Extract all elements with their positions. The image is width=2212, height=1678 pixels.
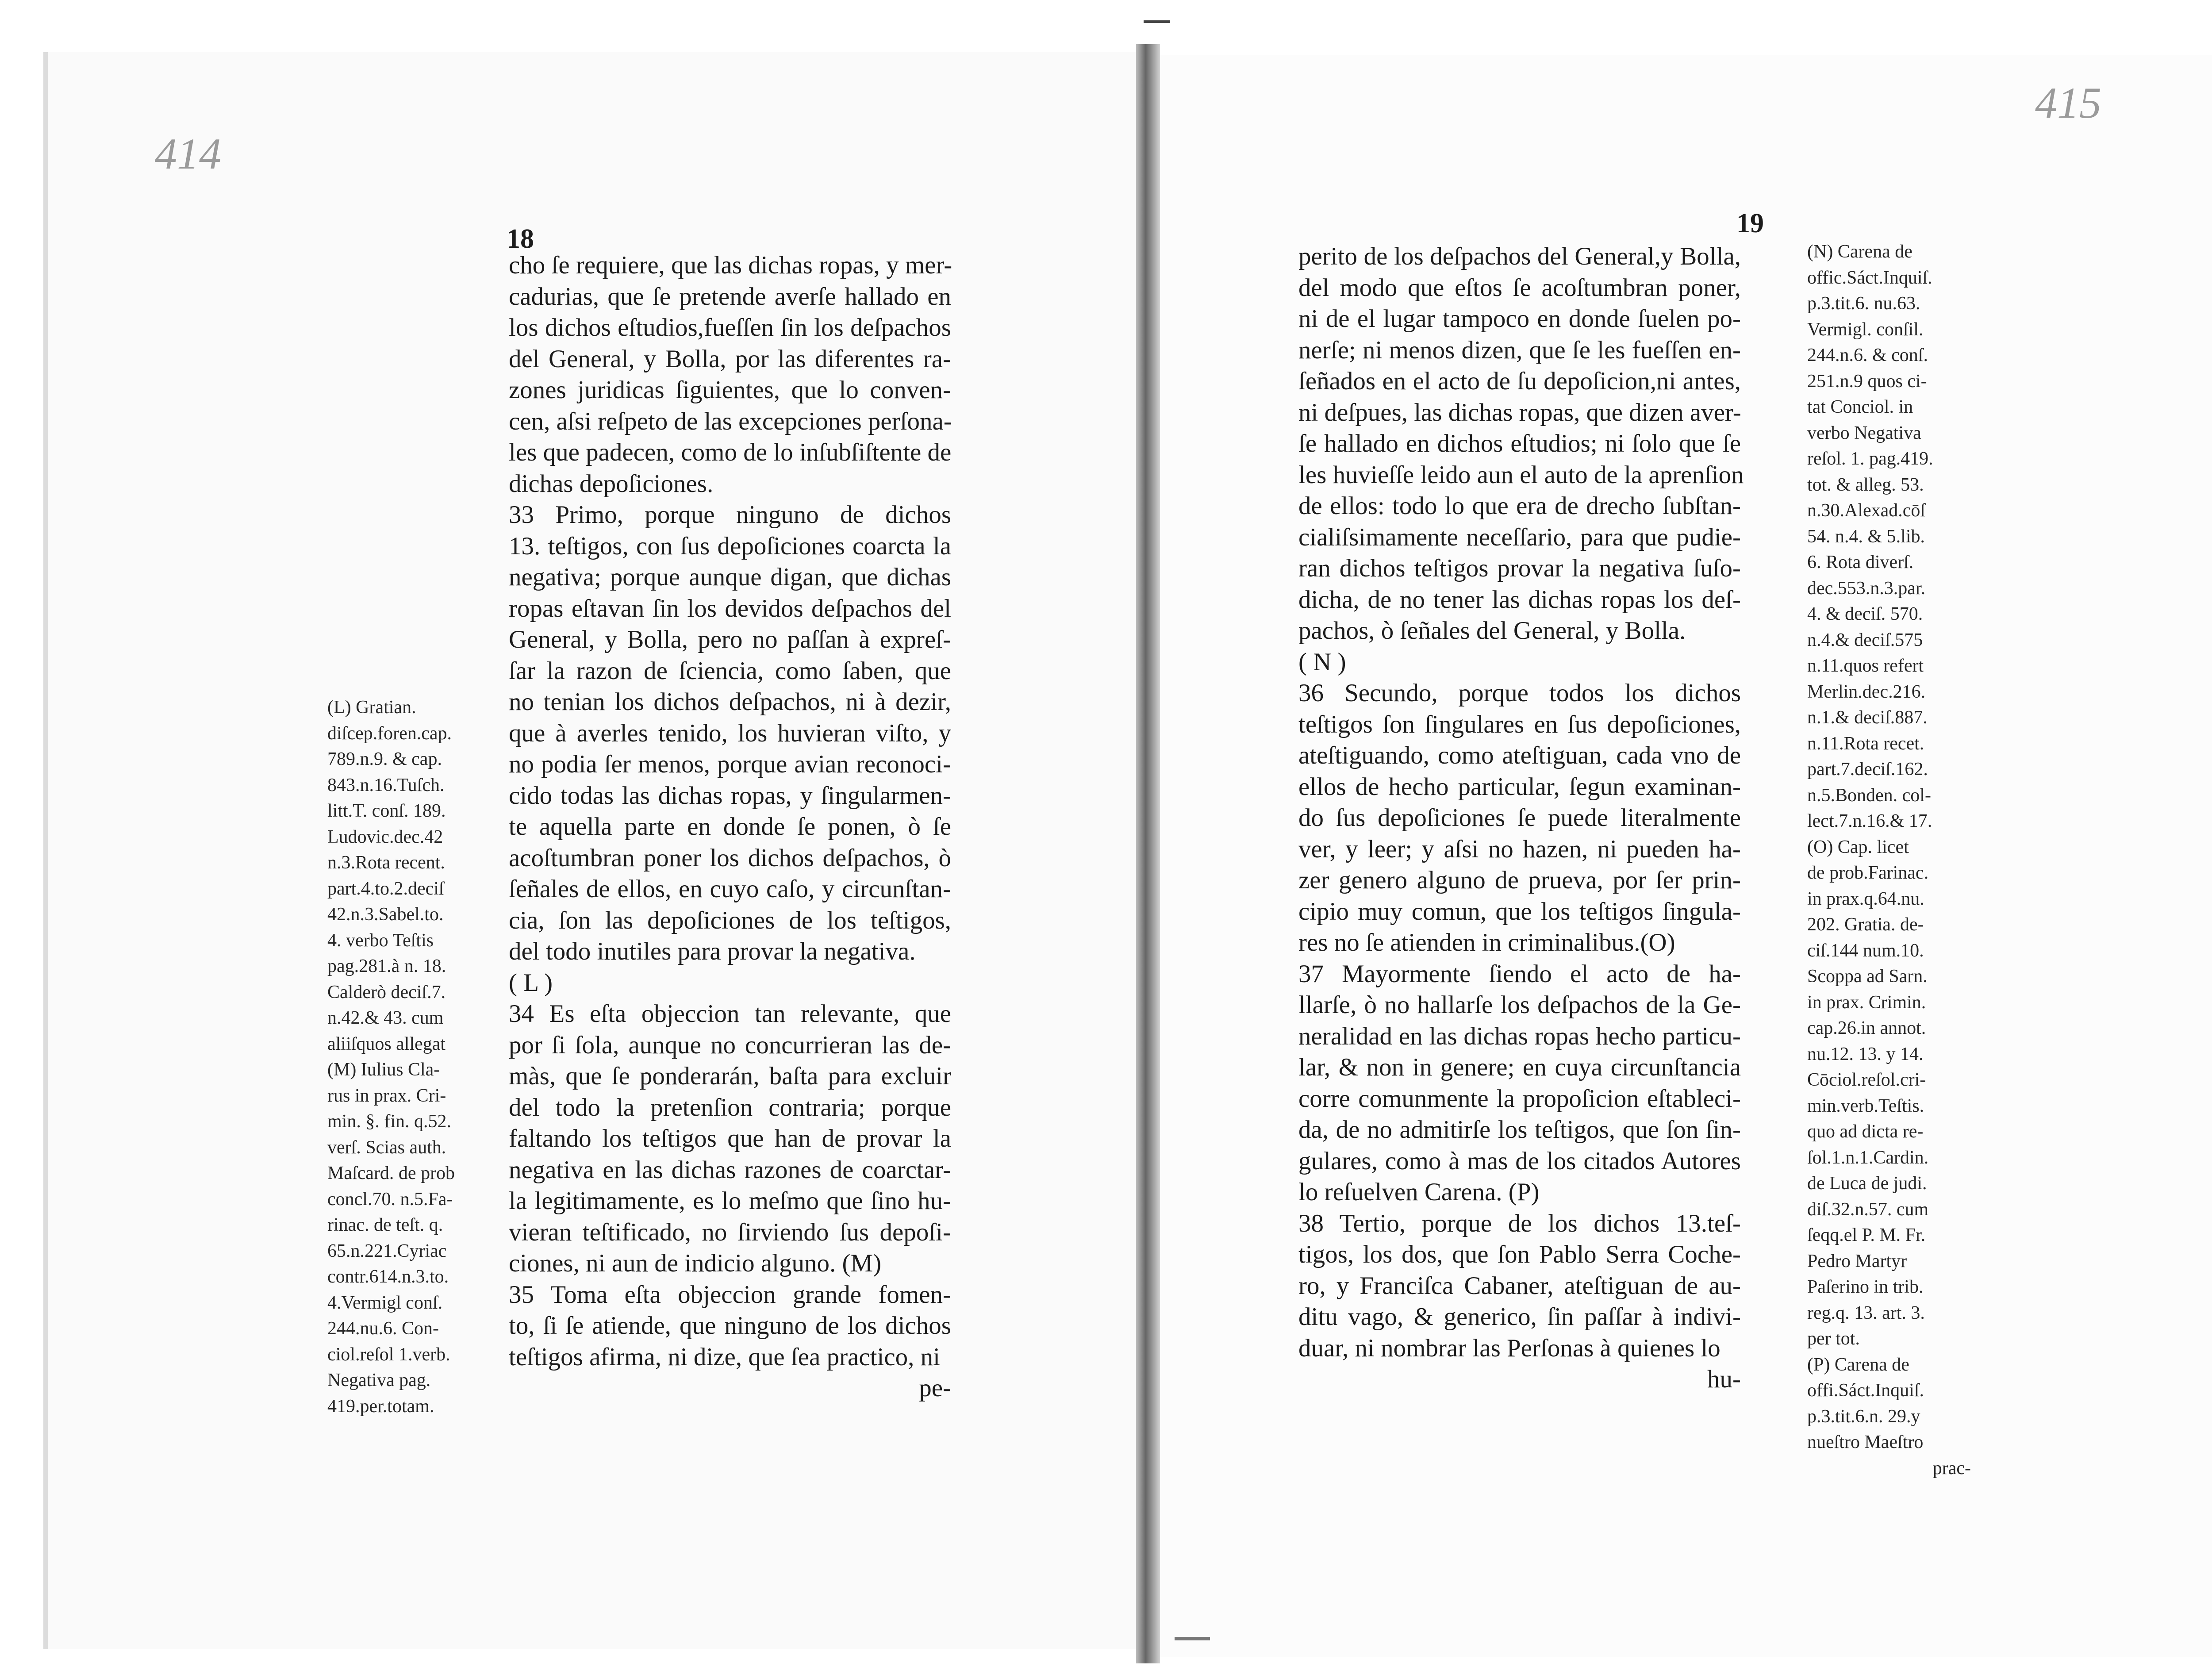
text-line: 789.n.9. & cap. <box>327 749 442 769</box>
text-line: in prax. Crimin. <box>1807 992 1926 1013</box>
text-line: Merlin.dec.216. <box>1807 681 1926 702</box>
text-line: faltando los teſtigos que han de provar la <box>509 1125 951 1152</box>
text-line: lo reſuelven Carena. (P) <box>1298 1178 1540 1206</box>
text-line: zer genero alguno de prueva, por ſer prin- <box>1298 866 1741 894</box>
text-line: ſol.1.n.1.Cardin. <box>1807 1147 1929 1168</box>
text-line: tot. & alleg. 53. <box>1807 474 1924 495</box>
text-line: no podia ſer menos, porque avian reconoci- <box>509 750 951 778</box>
text-line: ni de el lugar tampoco en donde ſuelen po- <box>1298 305 1741 333</box>
text-line: da, de no admitirſe los teſtigos, que ſon ſin- <box>1298 1116 1741 1144</box>
text-line: n.11.Rota recet. <box>1807 733 1924 754</box>
text-line: 244.nu.6. Con- <box>327 1318 439 1339</box>
text-line: ellos de hecho particular, ſegun examinan- <box>1298 772 1741 801</box>
text-line: General, y Bolla, pero no paſſan à expreſ- <box>509 626 951 653</box>
margin-catchword: prac- <box>1932 1458 1971 1478</box>
text-line: 13. teſtigos, con ſus depoſiciones coarcta la <box>509 532 951 560</box>
text-line: 4.Vermigl conſ. <box>327 1292 443 1313</box>
text-line: quo ad dicta re- <box>1807 1121 1924 1142</box>
text-line: ſeqq.el P. M. Fr. <box>1807 1225 1926 1245</box>
text-line: pachos, ò ſeñales del General, y Bolla. <box>1298 617 1686 645</box>
text-line: p.3.tit.6.n. 29.y <box>1807 1406 1920 1427</box>
text-line: do ſus depoſiciones ſe puede literalmente <box>1298 804 1741 832</box>
handwritten-folio-right: 415 <box>2035 78 2101 127</box>
page-number-left: 18 <box>507 224 534 254</box>
text-line: nueſtro Maeſtro <box>1807 1432 1924 1452</box>
text-line: ditu vago, & generico, ſin paſſar à indivi- <box>1298 1303 1741 1331</box>
text-line: de prob.Farinac. <box>1807 863 1929 883</box>
text-line: 33 Primo, porque ninguno de dichos <box>509 501 951 529</box>
text-line: cialiſsimamente neceſſario, para que pudie- <box>1298 523 1741 551</box>
text-line: 36 Secundo, porque todos los dichos <box>1298 679 1741 707</box>
text-line: dec.553.n.3.par. <box>1807 578 1926 599</box>
text-line: p.3.tit.6. nu.63. <box>1807 293 1920 314</box>
text-line: n.4.& deciſ.575 <box>1807 630 1923 650</box>
text-line: ran dichos teſtigos provar la negativa ſuſo- <box>1298 554 1741 582</box>
text-line: 38 Tertio, porque de los dichos 13.teſ- <box>1298 1209 1741 1237</box>
text-line: neralidad en las dichas ropas hecho particu- <box>1298 1022 1741 1050</box>
bottom-mark <box>1175 1637 1210 1640</box>
text-line: ni deſpues, las dichas ropas, que dizen aver- <box>1298 398 1741 426</box>
text-line: Negativa pag. <box>327 1370 431 1390</box>
book-gutter <box>1136 44 1160 1663</box>
text-line: los dichos eſtudios,fueſſen ſin los deſpachos <box>509 314 951 342</box>
text-line: 34 Es eſta objeccion tan relevante, que <box>509 1000 951 1028</box>
text-line: perito de los deſpachos del General,y Bolla, <box>1298 242 1741 270</box>
text-line: cido todas las dichas ropas, y ſingularmen- <box>509 781 951 810</box>
text-line: offic.Sáct.Inquiſ. <box>1807 267 1932 288</box>
text-line: nerſe; ni menos dizen, que ſe les fueſſen en- <box>1298 336 1741 364</box>
text-line: Calderò deciſ.7. <box>327 982 446 1002</box>
text-line: Maſcard. de prob <box>327 1163 455 1183</box>
text-line: ciſ.144 num.10. <box>1807 940 1924 961</box>
right-margin-notes <box>1807 239 1971 1481</box>
text-line: 4. & deciſ. 570. <box>1807 604 1923 624</box>
text-line: (N) Carena de <box>1807 242 1912 262</box>
text-line: 419.per.totam. <box>327 1396 434 1417</box>
text-line: aliiſquos allegat <box>327 1033 446 1054</box>
text-line: ſeñales de ellos, en cuyo caſo, y circunſtan- <box>509 875 951 903</box>
text-line: 251.n.9 quos ci- <box>1807 371 1927 392</box>
text-line: dichas depoſiciones. <box>509 469 714 498</box>
text-line: n.42.& 43. cum <box>327 1008 444 1028</box>
text-line: del todo inutiles para provar la negativa. <box>509 937 916 965</box>
text-line: (M) Iulius Cla- <box>327 1060 440 1080</box>
text-line: ( L ) <box>509 968 553 997</box>
text-line: tat Conciol. in <box>1807 397 1913 417</box>
text-line: to, ſi ſe atiende, que ninguno de los dichos <box>509 1312 951 1340</box>
text-line: ( N ) <box>1298 648 1346 676</box>
text-line: vieran teſtificado, no ſirviendo ſus depoſi- <box>509 1218 951 1246</box>
text-line: Scoppa ad Sarn. <box>1807 966 1928 987</box>
left-body-text <box>509 250 951 1404</box>
text-line: Paſerino in trib. <box>1807 1277 1924 1297</box>
text-line: de Luca de judi. <box>1807 1173 1927 1194</box>
text-line: tigos, los dos, que ſon Pablo Serra Coche- <box>1298 1240 1741 1268</box>
text-line: duar, ni nombrar las Perſonas à quienes lo <box>1298 1334 1720 1362</box>
text-line: n.3.Rota recent. <box>327 852 445 873</box>
text-line: n.5.Bonden. col- <box>1807 785 1931 806</box>
text-line: màs, que ſe ponderarán, baſta para excluir <box>509 1062 951 1090</box>
text-line: 54. n.4. & 5.lib. <box>1807 526 1925 547</box>
text-line: per tot. <box>1807 1329 1860 1349</box>
text-line: lar, & non in genere; en cuya circunſtancia <box>1298 1053 1741 1081</box>
text-line: teſtigos ſon ſingulares en ſus depoſiciones, <box>1298 710 1741 738</box>
text-line: reg.q. 13. art. 3. <box>1807 1302 1925 1323</box>
text-line: del General, y Bolla, por las diferentes ra- <box>509 345 951 373</box>
text-line: corre comunmente la propoſicion eſtableci- <box>1298 1084 1741 1113</box>
text-line: (O) Cap. licet <box>1807 837 1909 857</box>
text-line: nu.12. 13. y 14. <box>1807 1044 1924 1064</box>
handwritten-folio-left: 414 <box>155 129 221 178</box>
text-line: verſ. Scias auth. <box>327 1137 446 1158</box>
text-line: part.7.deciſ.162. <box>1807 759 1928 779</box>
text-line: les que padecen, como de lo inſubſiſtente de <box>509 438 952 466</box>
text-line: 843.n.16.Tuſch. <box>327 775 445 795</box>
text-line: pag.281.à n. 18. <box>327 956 446 976</box>
text-line: ſar la razon de ſciencia, como ſaben, que <box>509 657 951 685</box>
text-line: ro, y Franciſca Cabaner, ateſtiguan de au- <box>1298 1271 1741 1300</box>
text-line: 202. Gratia. de- <box>1807 914 1924 935</box>
text-line: del modo que eſtos ſe acoſtumbran poner, <box>1298 273 1741 302</box>
text-line: in prax.q.64.nu. <box>1807 888 1924 909</box>
text-line: rinac. de teſt. q. <box>327 1215 443 1235</box>
text-line: por ſi ſola, aunque no concurrieran las de- <box>509 1031 951 1059</box>
text-line: n.30.Alexad.cōſ <box>1807 500 1926 521</box>
text-line: de ellos: todo lo que era de drecho ſubſtan- <box>1298 492 1741 520</box>
text-line: res no ſe atienden in criminalibus.(O) <box>1298 929 1675 956</box>
text-line: cap.26.in annot. <box>1807 1018 1926 1038</box>
text-line: Vermigl. conſil. <box>1807 319 1924 340</box>
text-line: ciol.reſol 1.verb. <box>327 1344 450 1365</box>
text-line: (L) Gratian. <box>327 697 416 718</box>
text-line: del todo la pretenſion contraria; porque <box>509 1093 951 1121</box>
text-line: dicha, de no tener las dichas ropas los deſ- <box>1298 585 1741 614</box>
text-line: la legitimamente, es lo meſmo que ſino hu- <box>509 1187 951 1215</box>
text-line: (P) Carena de <box>1807 1354 1909 1375</box>
right-body-text <box>1298 241 1744 1395</box>
text-line: Cōciol.reſol.cri- <box>1807 1070 1926 1090</box>
text-line: 35 Toma eſta objeccion grande fomen- <box>509 1280 951 1309</box>
text-line: negativa; porque aunque digan, que dichas <box>509 563 951 591</box>
text-line: teſtigos afirma, ni dize, que ſea practico, ni <box>509 1343 940 1371</box>
text-line: contr.614.n.3.to. <box>327 1267 449 1287</box>
text-line: gulares, como à mas de los citados Autores <box>1298 1147 1741 1175</box>
left-margin-notes <box>327 695 482 1419</box>
top-mark <box>1144 20 1170 23</box>
catchword: hu- <box>1707 1365 1741 1393</box>
text-line: 42.n.3.Sabel.to. <box>327 904 444 925</box>
text-line: cipio muy comun, que los teſtigos ſingula- <box>1298 897 1741 925</box>
text-line: diſ.32.n.57. cum <box>1807 1199 1929 1220</box>
text-line: min.verb.Teſtis. <box>1807 1095 1924 1116</box>
text-line: les huvieſſe leido aun el auto de la aprenſion <box>1298 461 1744 489</box>
text-line: cho ſe requiere, que las dichas ropas, y mer- <box>509 251 952 279</box>
text-line: negativa en las dichas razones de coarctar- <box>509 1156 951 1184</box>
text-line: verbo Negativa <box>1807 422 1921 443</box>
text-line: ſe hallado en dichos eſtudios; ni ſolo que ſe <box>1298 430 1741 457</box>
text-line: ateſtiguando, como ateſtiguan, cada vno de <box>1298 741 1741 769</box>
text-line: zones juridicas ſiguientes, que lo conven- <box>509 376 951 404</box>
page-number-right: 19 <box>1736 208 1764 238</box>
text-line: cen, aſsi reſpeto de las excepciones perſona- <box>509 407 952 435</box>
text-line: lect.7.n.16.& 17. <box>1807 811 1932 831</box>
text-line: 65.n.221.Cyriac <box>327 1240 447 1261</box>
text-line: 244.n.6. & conſ. <box>1807 345 1928 365</box>
text-line: ver, y leer; y aſsi no hazen, ni pueden ha- <box>1298 835 1741 863</box>
text-line: offi.Sáct.Inquiſ. <box>1807 1380 1924 1401</box>
text-line: ropas eſtavan ſin los devidos deſpachos del <box>509 594 951 622</box>
text-line: que à averles tenido, los huvieran viſto, y <box>509 719 951 747</box>
text-line: ciones, ni aun de indicio alguno. (M) <box>509 1249 882 1277</box>
text-line: min. §. fin. q.52. <box>327 1111 451 1132</box>
text-line: llarſe, ò no hallarſe los deſpachos de la Ge- <box>1298 991 1741 1019</box>
catchword: pe- <box>919 1374 951 1402</box>
text-line: litt.T. conſ. 189. <box>327 801 446 821</box>
text-line: 37 Mayormente ſiendo el acto de ha- <box>1298 960 1741 988</box>
text-line: te aquella parte en donde ſe ponen, ò ſe <box>509 813 951 841</box>
text-line: Pedro Martyr <box>1807 1251 1907 1271</box>
text-line: diſcep.foren.cap. <box>327 723 452 744</box>
text-line: concl.70. n.5.Fa- <box>327 1189 453 1210</box>
text-line: cadurias, que ſe pretende averſe hallado en <box>509 282 951 311</box>
text-line: no tenian los dichos deſpachos, ni à dezir, <box>509 688 951 716</box>
text-line: part.4.to.2.deciſ <box>327 878 444 899</box>
text-line: reſol. 1. pag.419. <box>1807 449 1933 469</box>
text-line: 4. verbo Teſtis <box>327 930 434 951</box>
text-line: n.1.& deciſ.887. <box>1807 707 1928 728</box>
text-line: cia, ſon las depoſiciones de los teſtigos, <box>509 906 951 934</box>
text-line: Ludovic.dec.42 <box>327 826 443 847</box>
text-line: 6. Rota diverſ. <box>1807 552 1914 572</box>
text-line: ſeñados en el acto de ſu depoſicion,ni antes, <box>1298 367 1741 395</box>
text-line: n.11.quos refert <box>1807 656 1924 676</box>
text-line: acoſtumbran poner los dichos deſpachos, ò <box>509 844 951 872</box>
text-line: rus in prax. Cri- <box>327 1085 446 1106</box>
